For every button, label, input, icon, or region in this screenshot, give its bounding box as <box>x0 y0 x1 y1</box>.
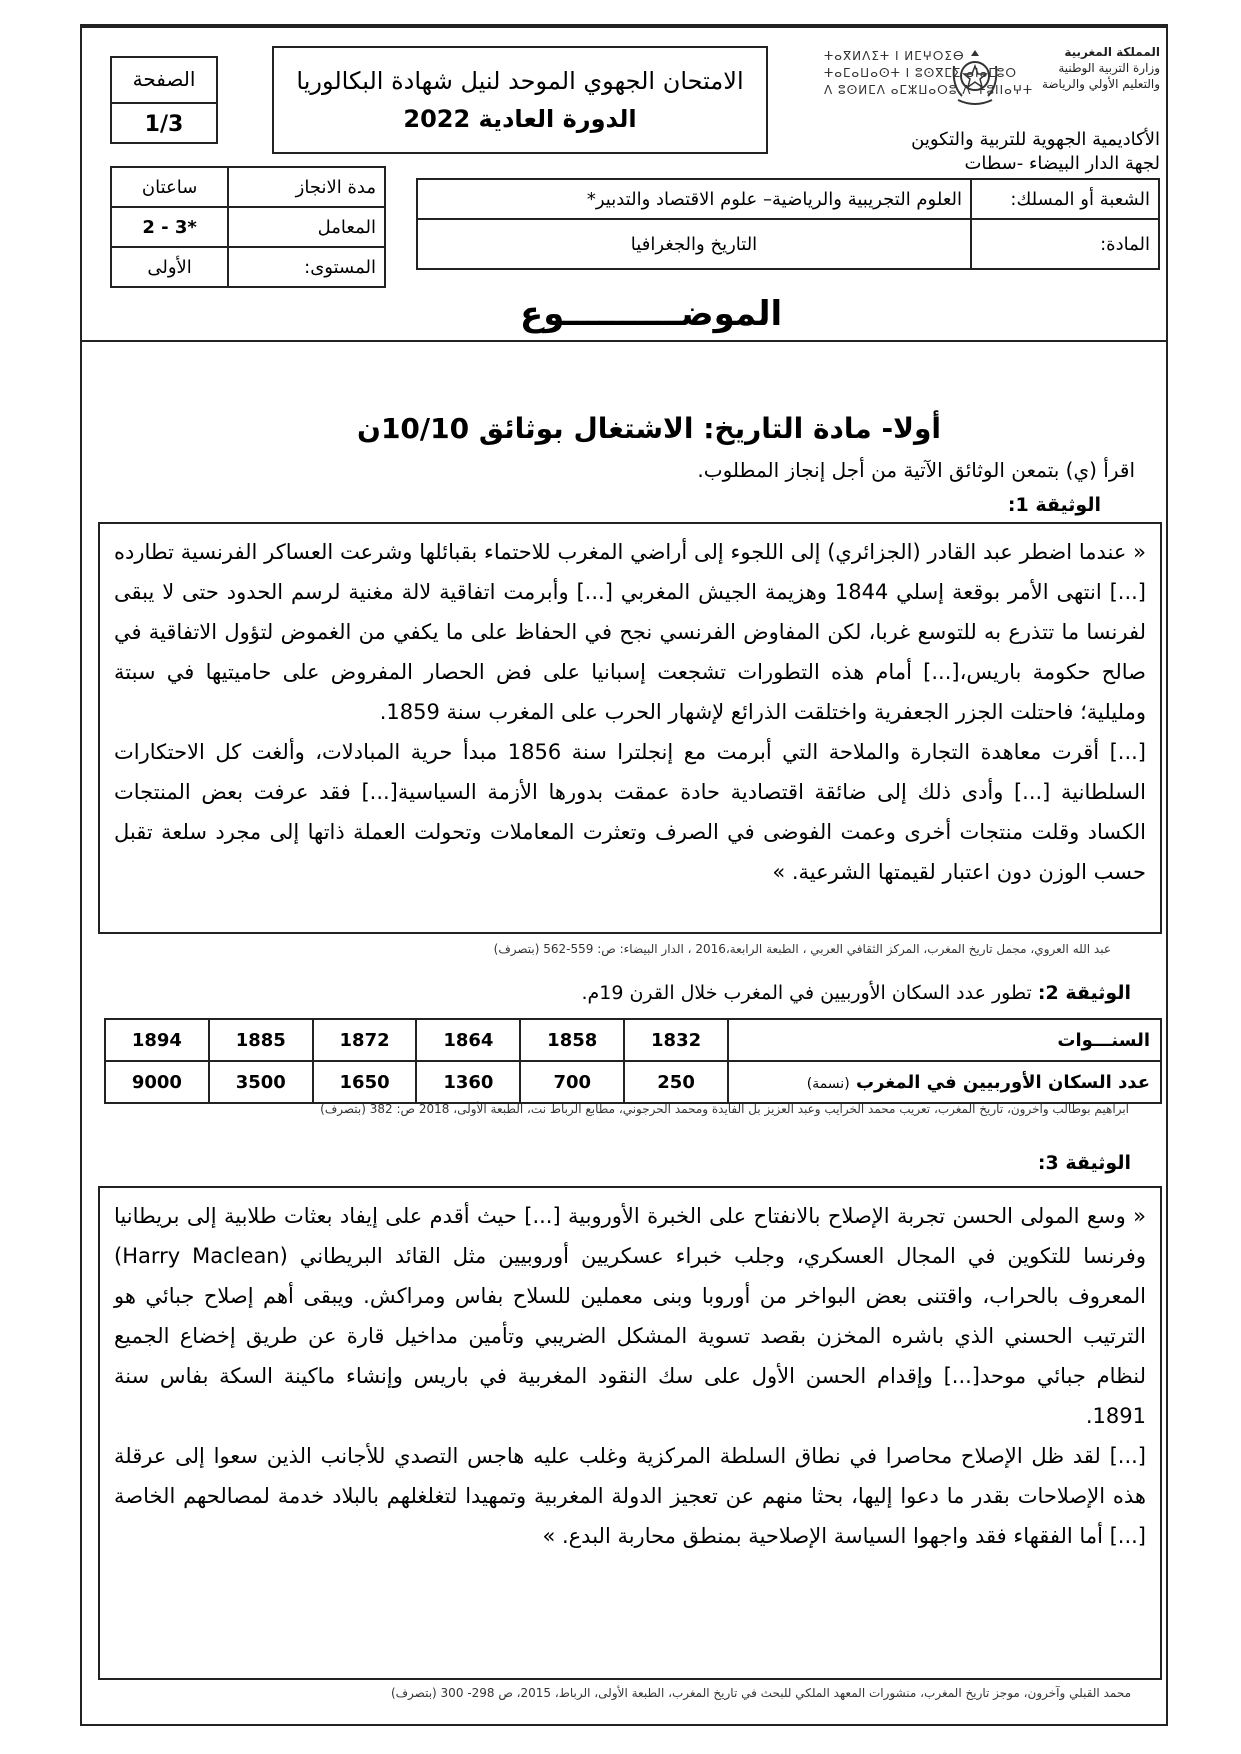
duration-label: مدة الانجاز <box>228 167 385 207</box>
population-label: عدد السكان الأوربيين في المغرب <box>855 1071 1150 1093</box>
page-number: 1/3 <box>112 102 216 148</box>
exam-title-box <box>272 46 768 154</box>
doc1-quote-box <box>98 522 1162 934</box>
population-cell: 250 <box>624 1061 728 1103</box>
doc3-paragraph: « وسع المولى الحسن تجربة الإصلاح بالانفتاح على الخبرة الأوروبية [...] حيث أقدم على إيفاد بعثات طلابية إلى بريطانيا وفرنسا للتكوين في المجال العسكري، وجلب خبراء عسكريين أوروبيين مثل القائد البريطاني (Harry Maclean) المعروف بالحراب، واقتنى بعض البواخر من أوروبا وبنى معملين للسلاح بفاس ومراكش. ويبقى أهم إصلاح جبائي هو الترتيب الحسني الذي باشره المخزن بقصد تسوية المشكل الضريبي وتأمين مداخيل قارة عن طريق إخضاع الجميع لنظام جبائي موحد[...] وإقدام الحسن الأول على سك النقود المغربية في باريس وإنشاء ماكينة السكة بفاس سنة 1891. <box>114 1204 1146 1428</box>
doc3-label: الوثيقة 3: <box>1037 1152 1131 1174</box>
academy-line: الأكاديمية الجهوية للتربية والتكوين <box>911 129 1160 150</box>
tifinagh-line: ⵜⴰⵎⴰⵡⴰⵙⵜ ⵏ ⵓⵙⴳⵎⵉ ⴰⵏⴰⵎⵓⵔ <box>824 66 1018 80</box>
duration-value: ساعتان <box>111 167 228 207</box>
academy-name <box>820 128 1160 176</box>
ministry-arabic <box>1010 44 1160 92</box>
subject-label: المادة: <box>971 219 1159 269</box>
years-row-label: السنـــوات <box>728 1019 1161 1061</box>
ministry-line: وزارة التربية الوطنية <box>1058 61 1160 75</box>
doc2-caption: تطور عدد السكان الأوربيين في المغرب خلال القرن 19م. <box>581 982 1032 1004</box>
population-table <box>104 1018 1162 1104</box>
year-cell: 1858 <box>520 1019 624 1061</box>
population-unit: (نسمة) <box>806 1075 850 1092</box>
kingdom-emblem-icon <box>948 46 1002 110</box>
doc1-source: عبد الله العروي، مجمل تاريخ المغرب، المركز الثقافي العربي ، الطبعة الرابعة،2016 ، الدار البيضاء: ص: 559-562 (بتصرف) <box>493 942 1111 956</box>
branch-label: الشعبة أو المسلك: <box>971 179 1159 219</box>
doc1-label: الوثيقة 1: <box>1007 494 1101 516</box>
year-cell: 1894 <box>105 1019 209 1061</box>
page-label: الصفحة <box>132 67 196 91</box>
section-title: أولا- مادة التاريخ: الاشتغال بوثائق 10/10ن <box>357 412 941 445</box>
population-cell: 9000 <box>105 1061 209 1103</box>
subject-table <box>416 178 1160 270</box>
exam-title: الامتحان الجهوي الموحد لنيل شهادة البكالوريا <box>296 67 744 95</box>
header-divider <box>80 340 1168 342</box>
exam-meta-table <box>110 166 386 288</box>
doc2-heading <box>581 982 1131 1004</box>
branch-value: العلوم التجريبية والرياضية– علوم الاقتصاد والتدبير* <box>417 179 971 219</box>
population-cell: 1360 <box>416 1061 520 1103</box>
population-row-label <box>728 1061 1161 1103</box>
years-row <box>105 1019 1161 1061</box>
population-cell: 3500 <box>209 1061 313 1103</box>
doc3-paragraph: [...] لقد ظل الإصلاح محاصرا في نطاق السلطة المركزية وغلب عليه هاجس التصدي للأجانب الذين سعوا إلى عرقلة هذه الإصلاحات بقدر ما دعوا إليها، بحثا منهم عن تعجيز الدولة المغربية وتمهيدا لتغلغلهم بالبلاد خدمة لمصالحهم الخاصة [...] أما الفقهاء فقد واجهوا السياسة الإصلاحية بمنطق محاربة البدع. » <box>114 1444 1146 1548</box>
year-cell: 1832 <box>624 1019 728 1061</box>
coefficient-label: المعامل <box>228 207 385 247</box>
population-cell: 700 <box>520 1061 624 1103</box>
year-cell: 1872 <box>313 1019 417 1061</box>
year-cell: 1864 <box>416 1019 520 1061</box>
doc1-paragraph: « عندما اضطر عبد القادر (الجزائري) إلى اللجوء إلى أراضي المغرب للاحتماء بقبائلها وشرعت العساكر الفرنسية تطارده [...] انتهى الأمر بوقعة إسلي 1844 وهزيمة الجيش المغربي [...] وأبرمت اتفاقية لالة مغنية لرسم الحدود حتى لا يبقى لفرنسا ما تتذرع به للتوسع غربا، لكن المفاوض الفرنسي نجح في الحفاظ على ما يكفي من الغموض لتؤول الاتفاقية في صالح حكومة باريس،[...] أمام هذه التطورات تشجعت إسبانيا على فض الحصار المفروض على حاميتيها في سبتة ومليلية؛ فاحتلت الجزر الجعفرية واختلقت الذرائع لإشهار الحرب على المغرب سنة 1859. <box>114 540 1146 724</box>
instruction-text: اقرأ (ي) بتمعن الوثائق الآتية من أجل إنجاز المطلوب. <box>697 458 1135 482</box>
doc2-source: ابراهيم بوطالب وآخرون، تاريخ المغرب، تعريب محمد الخرايب وعبد العزيز بل الفايدة ومحمد الحرجوني، مطابع الرباط نت، الطبعة الأولى، 2018 ص: 382 (بتصرف) <box>320 1102 1129 1116</box>
level-value: الأولى <box>111 247 228 287</box>
population-cell: 1650 <box>313 1061 417 1103</box>
doc2-label: الوثيقة 2: <box>1037 982 1131 1004</box>
coefficient-value: 2 - 3* <box>111 207 228 247</box>
doc3-source: محمد القبلي وآخرون، موجز تاريخ المغرب، منشورات المعهد الملكي للبحث في تاريخ المغرب، الطبعة الأولى، الرباط، 2015، ص 298- 300 (بتصرف) <box>390 1686 1131 1700</box>
exam-session: الدورة العادية 2022 <box>403 105 637 133</box>
page-number-box <box>110 56 218 144</box>
population-row <box>105 1061 1161 1103</box>
tifinagh-line: ⵜⴰⴳⵍⴷⵉⵜ ⵏ ⵍⵎⵖⵔⵉⴱ <box>824 49 965 63</box>
topic-title: الموضــــــــــوع <box>520 294 783 334</box>
subject-value: التاريخ والجغرافيا <box>417 219 971 269</box>
ministry-line: والتعليم الأولي والرياضة <box>1041 77 1160 91</box>
tifinagh-line: ⴷ ⵓⵙⵍⵎⴷ ⴰⵎⵣⵡⴰⵔⵓ ⴷ ⵜⵓⵏⵏⴰⵖⵜ <box>824 83 1034 97</box>
doc3-quote-box <box>98 1186 1162 1680</box>
level-label: المستوى: <box>228 247 385 287</box>
year-cell: 1885 <box>209 1019 313 1061</box>
academy-line: لجهة الدار البيضاء -سطات <box>964 153 1160 174</box>
doc1-paragraph: [...] أقرت معاهدة التجارة والملاحة التي أبرمت مع إنجلترا سنة 1856 مبدأ حرية المبادلات، وألغت كل الاحتكارات السلطانية [...] وأدى ذلك إلى ضائقة اقتصادية حادة عمقت بدورها الأزمة السياسية[...] فقد عرفت بعض المنتجات الكساد وقلت منتجات أخرى وعمت الفوضى في الصرف وتعثرت المعاملات وتحولت العملة ذاتها إلى مجرد سلعة تقبل حسب الوزن دون اعتبار لقيمتها الشرعية. » <box>114 740 1146 884</box>
ministry-line: المملكة المغربية <box>1064 45 1160 59</box>
